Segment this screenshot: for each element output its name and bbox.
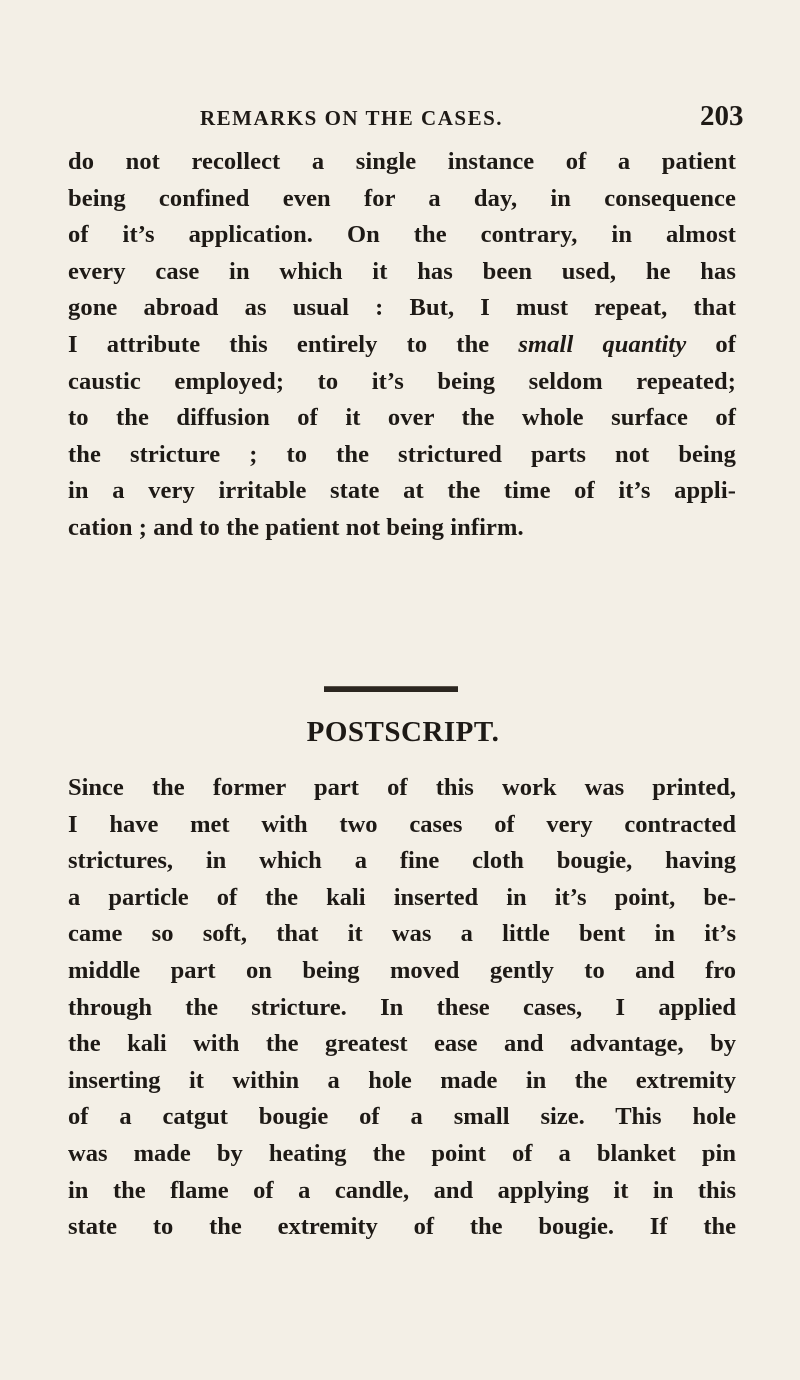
- text-line: inserting it within a hole made in the extremity: [68, 1066, 736, 1094]
- text-line: in the flame of a candle, and applying it in this: [68, 1176, 736, 1204]
- page-number: 203: [700, 100, 744, 132]
- text-line-with-italic: [68, 327, 736, 364]
- text-line: a particle of the kali inserted in it’s point, be-: [68, 883, 736, 911]
- text-line: was made by heating the point of a blanket pin: [68, 1139, 736, 1167]
- text-line: in a very irritable state at the time of it’s appli-: [68, 477, 736, 505]
- text-line: to the diffusion of it over the whole surface of: [68, 404, 736, 432]
- paragraph-postscript: [68, 770, 736, 1246]
- text-line: caustic employed; to it’s being seldom repeated;: [68, 367, 736, 395]
- running-head: REMARKS ON THE CASES.: [200, 106, 504, 130]
- text-line: do not recollect a single instance of a patient: [68, 148, 736, 175]
- text-line: the kali with the greatest ease and advantage, by: [68, 1030, 736, 1058]
- italic-phrase: small quantity: [518, 330, 687, 358]
- text-line: every case in which it has been used, he has: [68, 257, 736, 285]
- text-line: through the stricture. In these cases, I applied: [68, 993, 736, 1021]
- text-line: Since the former part of this work was printed,: [68, 774, 736, 801]
- text-line: middle part on being moved gently to and fro: [68, 956, 736, 984]
- text-line: gone abroad as usual : But, I must repeat, that: [68, 294, 736, 322]
- text-segment: I attribute this entirely to the: [68, 330, 490, 358]
- text-line: the stricture ; to the strictured parts not being: [68, 440, 736, 468]
- text-line: cation ; and to the patient not being infirm.: [68, 513, 524, 541]
- postscript-heading: POSTSCRIPT.: [306, 716, 500, 748]
- text-line: state to the extremity of the bougie. If the: [68, 1213, 736, 1241]
- section-divider: [324, 686, 458, 692]
- text-segment: of: [715, 330, 737, 358]
- paragraph-remarks: [68, 144, 736, 547]
- text-line: I have met with two cases of very contracted: [68, 810, 736, 838]
- text-line: of a catgut bougie of a small size. This hole: [68, 1103, 736, 1131]
- text-line: of it’s application. On the contrary, in almost: [68, 221, 736, 249]
- text-line: being confined even for a day, in consequence: [68, 184, 736, 212]
- text-line: came so soft, that it was a little bent in it’s: [68, 920, 736, 948]
- text-line: strictures, in which a fine cloth bougie, having: [68, 847, 736, 875]
